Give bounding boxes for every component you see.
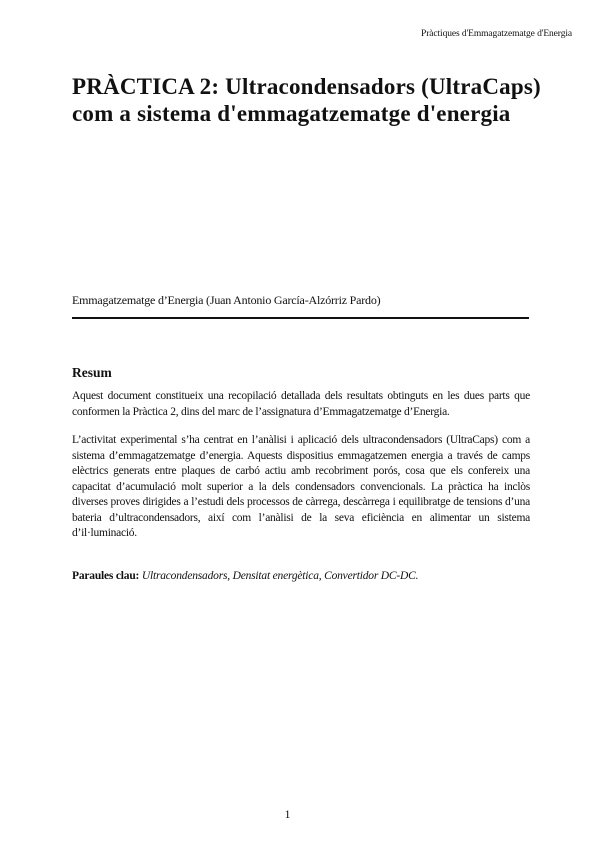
keywords-line bbox=[72, 570, 418, 582]
page-number: 1 bbox=[284, 807, 291, 821]
horizontal-divider bbox=[72, 317, 529, 319]
document-title: PRÀCTICA 2: Ultracondensadors (UltraCaps) com a sistema d'emmagatzematge d'energia bbox=[72, 74, 541, 126]
keywords-list: Ultracondensadors, Densitat energètica, Convertidor DC-DC. bbox=[141, 570, 419, 582]
running-header: Pràctiques d'Emmagatzematge d'Energia bbox=[421, 29, 572, 39]
course-author-line: Emmagatzematge d’Energia (Juan Antonio García-Alzórriz Pardo) bbox=[72, 293, 381, 307]
keywords-label: Paraules clau: bbox=[72, 570, 140, 582]
abstract-paragraph-2: L’activitat experimental s’ha centrat en l’anàlisi i aplicació dels ultracondensadors (UltraCaps) com a sistema d’emmagatzematge d’energia. Aquests dispositius emmagatzemen energia a través de camps elèctrics generats entre plaques de carbó actiu amb recobriment porós, cosa que els confereix una capacitat d’acumulació molt superior a la dels condensadors convencionals. La pràctica ha inclòs diverses proves dirigides a l’estudi dels processos de càrrega, descàrrega i equilibratge de tensions d’una bateria d’ultracondensadors, així com l’anàlisi de la seva eficiència en alimentar un sistema d’il·luminació. bbox=[72, 434, 530, 539]
abstract-paragraph-1: Aquest document constitueix una recopilació detallada dels resultats obtinguts en les dues parts que conformen la Pràctica 2, dins del marc de l’assignatura d’Emmagatzematge d’Energia. bbox=[72, 390, 530, 418]
abstract-heading: Resum bbox=[72, 365, 112, 380]
